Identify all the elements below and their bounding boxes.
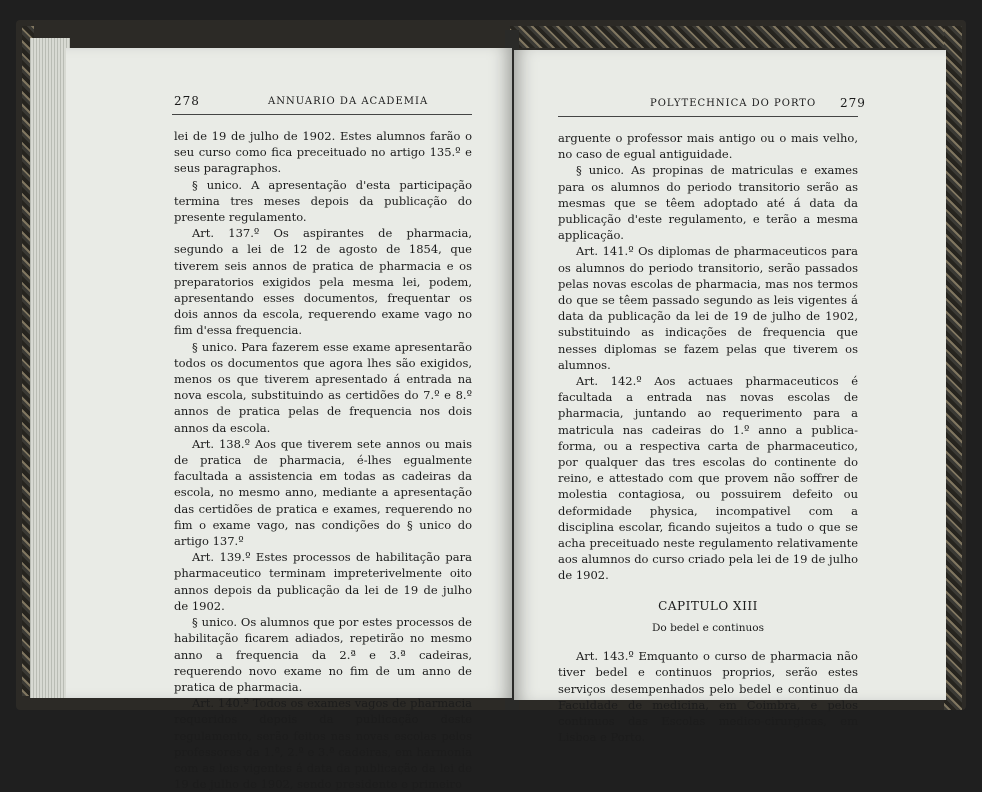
left-page-body [174, 128, 472, 792]
right-page-body [558, 130, 858, 745]
paragraph: § unico. As propinas de matriculas e exames para os alumnos do periodo transitorio serão as mesmas que se têem adoptado até á data da publicação d'este regulamento, e terão a mesma applicação. [558, 163, 858, 243]
paragraph: Art. 139.º Estes processos de habilitação para pharmaceutico terminam impreterivelmente oito annos depois da publicação da lei de 19 de julho de 1902. [174, 550, 472, 613]
paragraph: Art. 141.º Os diplomas de pharmaceuticos para os alumnos do periodo transitorio, serão passados pelas novas escolas de pharmacia, mas nos termos do que se têem passado segundo as leis vigentes á data da publicação da lei de 19 de julho de 1902, substituindo as indicações de frequencia que nesses diplomas se fazem pelas que tiverem os alumnos. [558, 244, 858, 372]
chapter-subtitle: Do bedel e continuos [652, 621, 764, 634]
paragraph: Art. 142.º Aos actuaes pharmaceuticos é facultada a entrada nas novas escolas de pharmacia, juntando ao requerimento para a matricula nas cadeiras do 1.º anno a publica-forma, ou a respectiva carta de pharmaceutico, por qualquer das tres escolas do continente do reino, e attestado com que provem não soffrer de molestia contagiosa, ou possuirem defeito ou deformidade physica, incompativel com a disciplina escolar, ficando sujeitos a tudo o que se acha preceituado neste regulamento relativamente aos alumnos do curso criado pela lei de 19 de julho de 1902. [558, 374, 858, 583]
marbled-edge-right [944, 26, 962, 710]
marbled-edge-top [510, 26, 960, 48]
paragraph: lei de 19 de julho de 1902. Estes alumnos farão o seu curso como fica preceituado no artigo 135.º e seus paragraphos. [174, 129, 472, 176]
left-header-rule [172, 114, 472, 115]
right-header-rule [558, 116, 858, 117]
left-page-number: 278 [174, 94, 200, 108]
right-page-number: 279 [840, 96, 866, 110]
paragraph: arguente o professor mais antigo ou o mais velho, no caso de egual antiguidade. [558, 131, 858, 162]
paragraph: Art. 143.º Emquanto o curso de pharmacia não tiver bedel e continuos proprios, serão estes serviços desempenhados pelo bedel e continuo da Faculdade de medicina, em Coimbra, e pelos continuos das Escolas medico-cirurgicas, em Lisboa e Porto. [558, 649, 858, 745]
page-edges [30, 38, 70, 698]
right-running-title: POLYTECHNICA DO PORTO [650, 98, 817, 109]
paragraph: Art. 138.º Aos que tiverem sete annos ou mais de pratica de pharmacia, é-lhes egualmente facultada a assistencia em todas as cadeiras da escola, no mesmo anno, mediante a apresentação das certidões de pratica e exames, requerendo no fim o exame vago, nas condições do § unico do artigo 137.º [174, 436, 472, 549]
right-page [514, 50, 946, 745]
paragraph: Art. 137.º Os aspirantes de pharmacia, segundo a lei de 12 de agosto de 1854, que tiverem seis annos de pratica de pharmacia e os preparatorios exigidos pela mesma lei, podem, apresentando esses documentos, frequentar os dois annos da escola, requerendo exame vago no fim d'essa frequencia. [174, 226, 472, 338]
paragraph: § unico. A apresentação d'esta participação termina tres meses depois da publicação do presente regulamento. [174, 177, 472, 225]
paragraph: § unico. Os alumnos que por estes processos de habilitação ficarem adiados, repetirão no mesmo anno a frequencia da 2.ª e 3.ª cadeiras, requerendo novo exame no fim de um anno de pratica de pharmacia. [174, 615, 472, 694]
left-page-header [66, 96, 512, 112]
paragraph: Art. 140.º Todos os exames vagos de pharmacia requeridos depois da publicação deste regulamento, serão feitos nas novas escolas pelos professores da 1.ª, 2.ª e 3.ª cadeiras, em harmonia com as leis vigentes á data da publicação da lei de 19 de julho de 1902, sendo presidente e primeiro [174, 696, 472, 792]
right-page-header [514, 98, 946, 114]
left-running-title: ANNUARIO DA ACADEMIA [268, 96, 429, 107]
paragraph: § unico. Para fazerem esse exame apresentarão todos os documentos que agora lhes são exigidos, menos os que tiverem apresentado á entrada na nova escola, substituindo as certidões do 7.º e 8.º annos de pratica pelas de frequencia nos dois annos da escola. [174, 339, 472, 435]
chapter-title: CAPITULO XIII [658, 598, 758, 613]
left-page [66, 48, 512, 792]
